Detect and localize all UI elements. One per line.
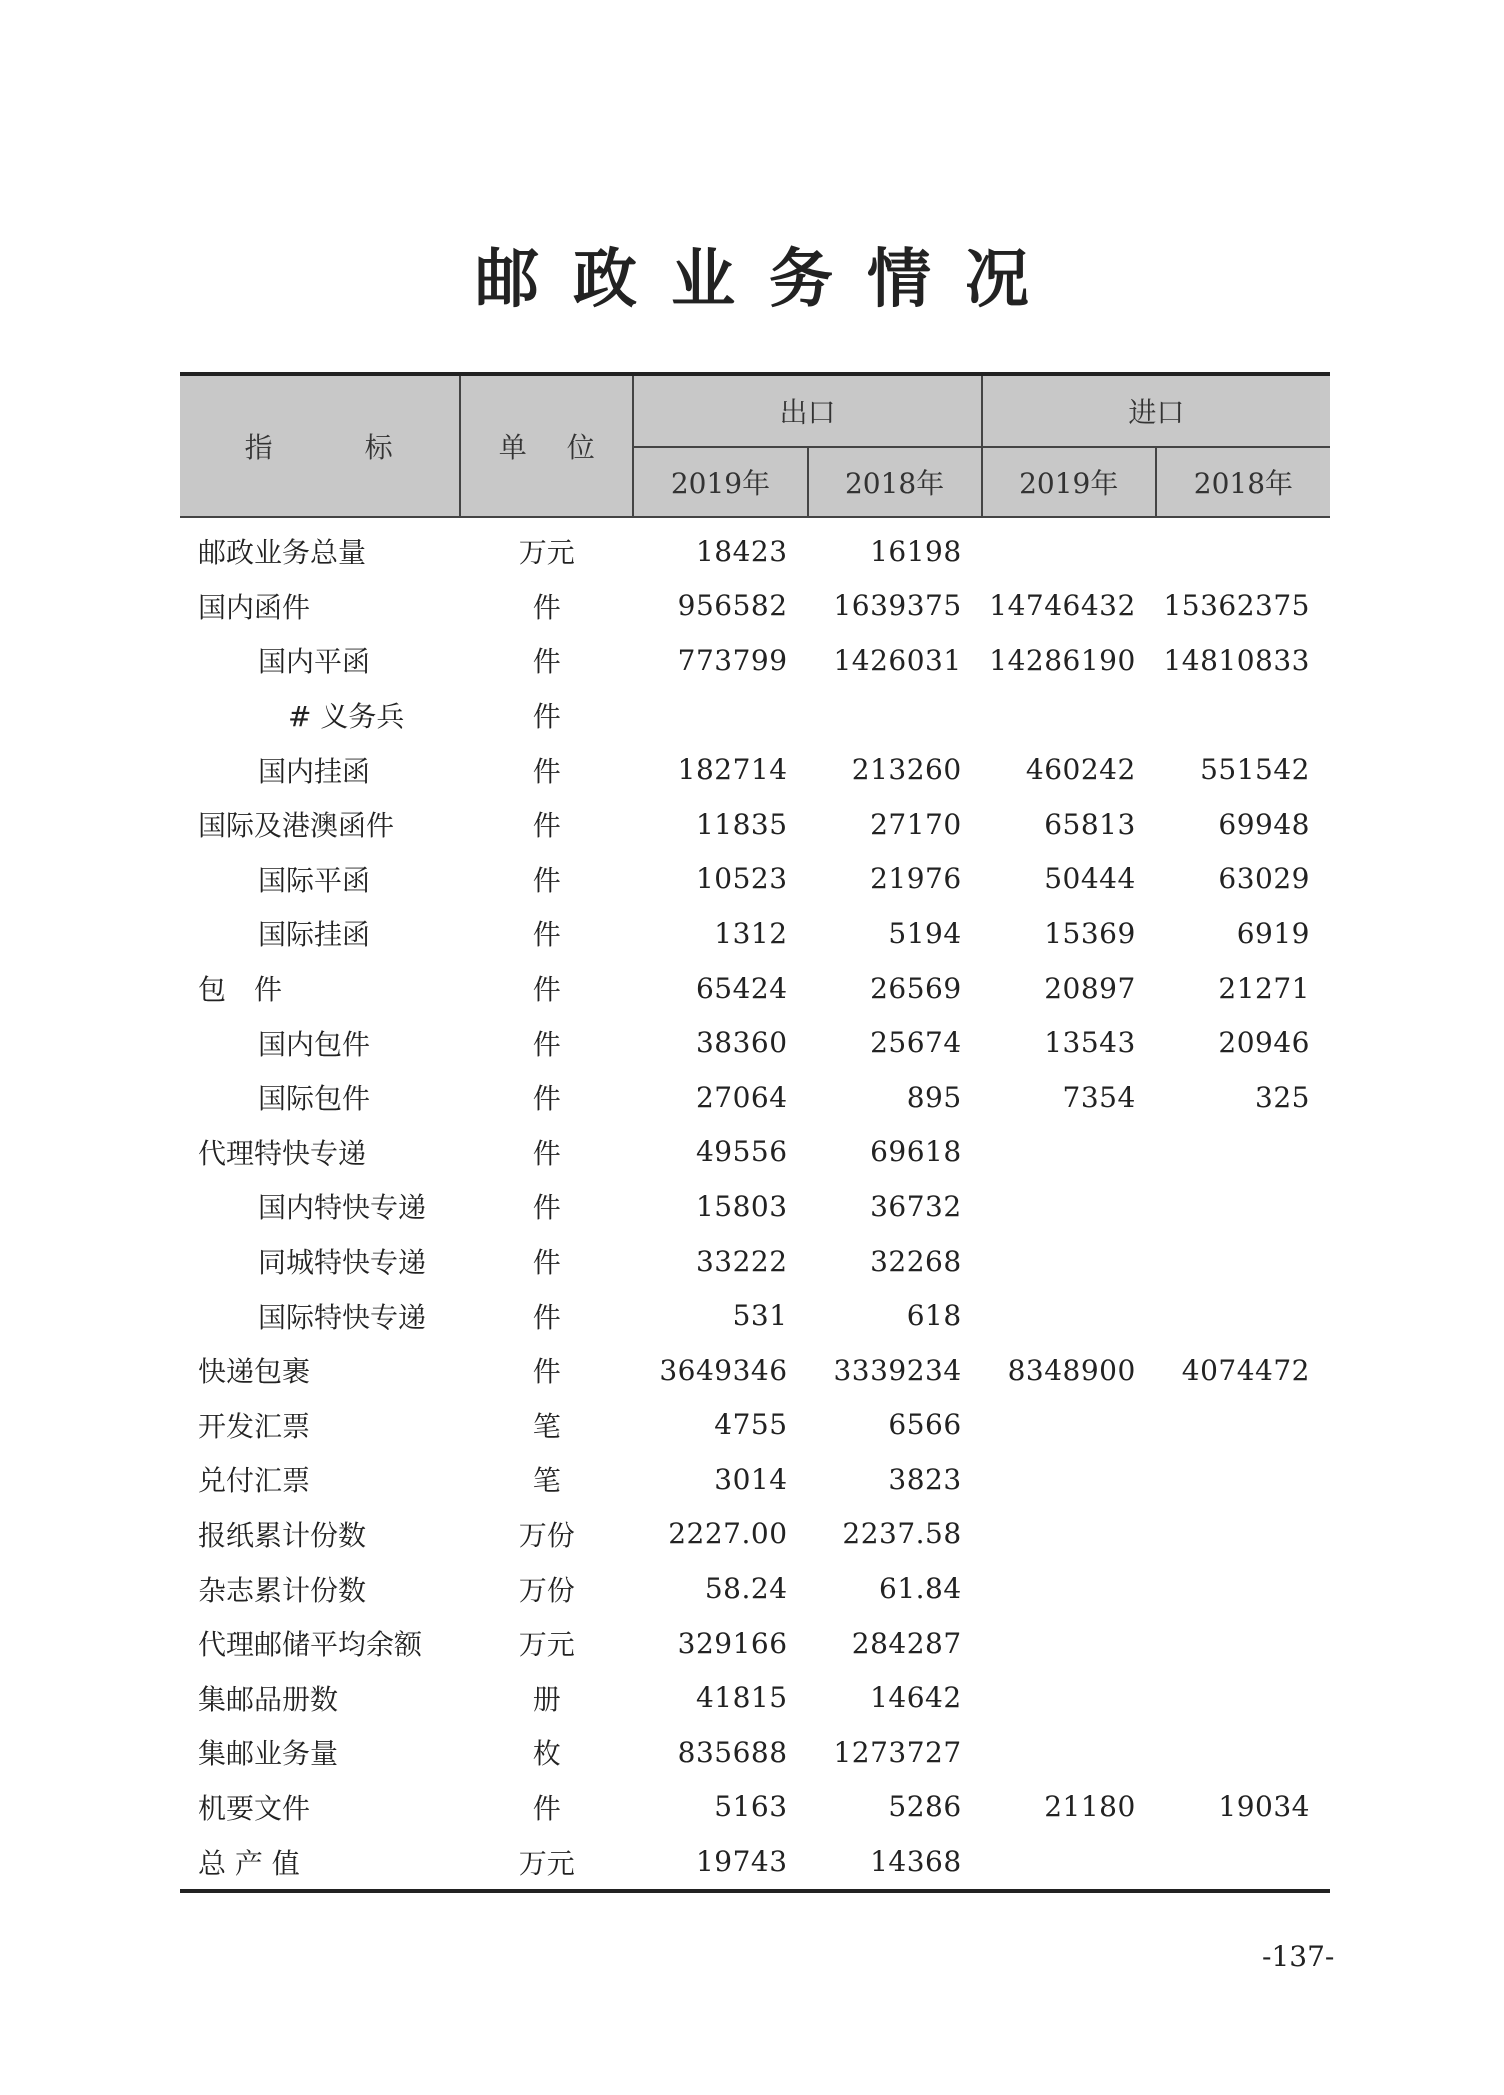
header-export-2019: 2019年: [633, 447, 807, 517]
row-name: 快递包裹: [198, 1355, 311, 1389]
table-row: [180, 1125, 1330, 1180]
export-2019: 41815: [695, 1681, 788, 1715]
table-row: [180, 1561, 1330, 1616]
row-unit: 件: [532, 1027, 561, 1061]
row-name: 同城特快专递: [258, 1246, 427, 1280]
table-row: [180, 1234, 1330, 1289]
row-name: 兑付汇票: [198, 1464, 311, 1498]
row-unit: 件: [532, 645, 561, 679]
header-import-2019: 2019年: [982, 447, 1156, 517]
table-row: [180, 1452, 1330, 1507]
row-name: 代理邮储平均余额: [198, 1628, 423, 1662]
table-row: [180, 633, 1330, 688]
export-2018: 14368: [870, 1845, 962, 1879]
import-2019: [982, 517, 1156, 579]
row-name: 代理特快专递: [198, 1136, 367, 1170]
table-row: [180, 1343, 1330, 1398]
row-unit: 笔: [532, 1409, 561, 1443]
export-2019: 773799: [677, 643, 788, 677]
import-2018: 21271: [1218, 971, 1310, 1005]
import-2019: [982, 688, 1156, 743]
import-2019: [982, 1670, 1156, 1725]
postal-business-table: [180, 372, 1330, 1893]
import-2019: 460242: [1025, 753, 1136, 787]
import-2018: 325: [1255, 1080, 1310, 1114]
row-name: 国内平函: [258, 645, 371, 679]
row-name: 国内特快专递: [258, 1191, 427, 1225]
table-row: [180, 797, 1330, 852]
page-title: 邮政业务情况: [475, 242, 1063, 317]
import-2019: 20897: [1044, 971, 1136, 1005]
row-name: 邮政业务总量: [198, 536, 367, 570]
table-row: [180, 517, 1330, 579]
row-unit: 万份: [518, 1518, 575, 1552]
row-name: 包 件: [198, 973, 283, 1007]
row-unit: 件: [532, 700, 561, 734]
row-unit: 笔: [532, 1464, 561, 1498]
row-name: 国际平函: [258, 863, 371, 897]
export-2019: 329166: [677, 1626, 788, 1660]
row-unit: 件: [532, 1355, 561, 1389]
table-row: [180, 688, 1330, 743]
export-2019: 531: [732, 1299, 788, 1333]
export-2019: 956582: [677, 589, 788, 623]
row-name: # 义务兵: [288, 700, 405, 734]
export-2019: 2227.00: [668, 1517, 788, 1551]
import-2018: [1156, 1398, 1330, 1453]
import-2019: 50444: [1044, 862, 1136, 896]
export-2018: 32268: [870, 1244, 962, 1278]
import-2018: [1156, 1288, 1330, 1343]
row-name: 国内函件: [198, 590, 311, 624]
row-unit: 件: [532, 1082, 561, 1116]
export-2019: 3014: [714, 1462, 788, 1496]
import-2019: [982, 1725, 1156, 1780]
row-unit: 万份: [518, 1573, 575, 1607]
import-2019: 13543: [1044, 1026, 1136, 1060]
export-2019: 38360: [695, 1026, 788, 1060]
table-row: [180, 1398, 1330, 1453]
row-unit: 件: [532, 809, 561, 843]
import-2018: [1156, 1725, 1330, 1780]
import-2018: [1156, 688, 1330, 743]
header-unit: 单 位: [460, 374, 633, 517]
table-row: [180, 1507, 1330, 1562]
import-2018: 19034: [1218, 1790, 1310, 1824]
table-row: [180, 1670, 1330, 1725]
export-2019: 5163: [714, 1790, 788, 1824]
export-2018: 3339234: [833, 1353, 962, 1387]
export-2018: 36732: [870, 1189, 962, 1223]
import-2018: [1156, 1507, 1330, 1562]
row-unit: 枚: [532, 1737, 561, 1771]
import-2019: [982, 1179, 1156, 1234]
export-2019: 58.24: [704, 1572, 788, 1606]
export-2019: 65424: [695, 971, 788, 1005]
export-2018: 618: [906, 1299, 962, 1333]
export-2018: 1273727: [833, 1735, 962, 1769]
row-unit: 件: [532, 1191, 561, 1225]
header-export: 出口: [633, 374, 981, 447]
import-2018: [1156, 1234, 1330, 1289]
row-unit: 万元: [518, 1846, 575, 1880]
import-2018: 69948: [1218, 807, 1310, 841]
export-2018: 27170: [870, 807, 962, 841]
row-unit: 册: [532, 1682, 561, 1716]
header-indicator: 指 标: [180, 374, 460, 517]
row-name: 国际及港澳函件: [198, 809, 395, 843]
import-2018: [1156, 1179, 1330, 1234]
row-name: 国际挂函: [258, 918, 371, 952]
export-2019: 11835: [695, 807, 788, 841]
export-2018: 16198: [870, 534, 962, 568]
import-2019: [982, 1561, 1156, 1616]
row-name: 报纸累计份数: [198, 1518, 367, 1552]
export-2018: 3823: [888, 1462, 962, 1496]
header-export-2018: 2018年: [808, 447, 982, 517]
export-2019: 4755: [714, 1408, 788, 1442]
table-row: [180, 961, 1330, 1016]
export-2019: 10523: [695, 862, 788, 896]
table-row: [180, 1288, 1330, 1343]
import-2019: 14746432: [989, 589, 1136, 623]
import-2019: 65813: [1044, 807, 1136, 841]
row-name: 机要文件: [198, 1791, 311, 1825]
export-2019: [633, 688, 807, 743]
import-2019: [982, 1234, 1156, 1289]
row-name: 国内包件: [258, 1027, 371, 1061]
import-2019: 15369: [1044, 916, 1136, 950]
import-2018: 14810833: [1163, 643, 1310, 677]
table-row: [180, 1070, 1330, 1125]
header-import-2018: 2018年: [1156, 447, 1330, 517]
export-2018: 284287: [851, 1626, 962, 1660]
export-2018: [808, 688, 982, 743]
import-2018: [1156, 517, 1330, 579]
import-2018: [1156, 1561, 1330, 1616]
row-unit: 件: [532, 1300, 561, 1334]
export-2019: 15803: [695, 1189, 788, 1223]
header-import: 进口: [982, 374, 1330, 447]
row-name: 集邮业务量: [198, 1737, 339, 1771]
export-2018: 5194: [888, 916, 962, 950]
table-row: [180, 1015, 1330, 1070]
table-row: [180, 1725, 1330, 1780]
row-unit: 件: [532, 918, 561, 952]
export-2018: 21976: [870, 862, 962, 896]
export-2018: 14642: [870, 1681, 962, 1715]
import-2019: [982, 1125, 1156, 1180]
import-2018: [1156, 1452, 1330, 1507]
import-2018: [1156, 1670, 1330, 1725]
export-2018: 6566: [888, 1408, 962, 1442]
row-unit: 件: [532, 1136, 561, 1170]
export-2018: 26569: [870, 971, 962, 1005]
table-row: [180, 1780, 1330, 1835]
export-2018: 25674: [870, 1026, 962, 1060]
import-2019: [982, 1616, 1156, 1671]
row-unit: 件: [532, 1246, 561, 1280]
table-header: [180, 374, 1330, 517]
export-2019: 49556: [695, 1135, 788, 1169]
row-name: 国内挂函: [258, 754, 371, 788]
table-body: [180, 517, 1330, 1891]
import-2018: 6919: [1236, 916, 1310, 950]
row-name: 杂志累计份数: [198, 1573, 367, 1607]
table-row: [180, 1834, 1330, 1891]
row-unit: 件: [532, 1791, 561, 1825]
import-2018: [1156, 1616, 1330, 1671]
import-2018: [1156, 1125, 1330, 1180]
import-2018: 20946: [1218, 1026, 1310, 1060]
export-2018: 2237.58: [842, 1517, 962, 1551]
table-row: [180, 852, 1330, 907]
import-2019: [982, 1834, 1156, 1891]
export-2018: 1639375: [833, 589, 962, 623]
table-row: [180, 742, 1330, 797]
table-row: [180, 906, 1330, 961]
table-row: [180, 1616, 1330, 1671]
table-row: [180, 579, 1330, 634]
row-name: 总 产 值: [198, 1846, 300, 1880]
export-2018: 895: [906, 1080, 962, 1114]
row-unit: 件: [532, 590, 561, 624]
import-2018: [1156, 1834, 1330, 1891]
export-2019: 27064: [695, 1080, 788, 1114]
import-2018: 15362375: [1163, 589, 1310, 623]
row-unit: 万元: [518, 536, 575, 570]
row-unit: 件: [532, 754, 561, 788]
export-2019: 1312: [714, 916, 788, 950]
export-2019: 3649346: [659, 1353, 788, 1387]
row-unit: 万元: [518, 1628, 575, 1662]
row-unit: 件: [532, 863, 561, 897]
import-2018: 4074472: [1181, 1353, 1310, 1387]
export-2019: 18423: [695, 534, 788, 568]
export-2019: 19743: [695, 1845, 788, 1879]
import-2019: [982, 1452, 1156, 1507]
page-number: -137-: [1262, 1940, 1335, 1973]
export-2019: 182714: [677, 753, 788, 787]
row-name: 国际特快专递: [258, 1300, 427, 1334]
import-2019: 14286190: [989, 643, 1136, 677]
export-2019: 835688: [677, 1735, 788, 1769]
export-2018: 1426031: [833, 643, 962, 677]
row-name: 集邮品册数: [198, 1682, 339, 1716]
export-2018: 69618: [870, 1135, 962, 1169]
import-2018: 551542: [1200, 753, 1310, 787]
export-2018: 213260: [851, 753, 962, 787]
export-2019: 33222: [695, 1244, 788, 1278]
import-2019: [982, 1398, 1156, 1453]
import-2019: [982, 1288, 1156, 1343]
import-2019: 7354: [1062, 1080, 1136, 1114]
export-2018: 5286: [888, 1790, 962, 1824]
import-2019: [982, 1507, 1156, 1562]
row-name: 开发汇票: [198, 1409, 311, 1443]
import-2018: 63029: [1218, 862, 1310, 896]
row-name: 国际包件: [258, 1082, 371, 1116]
table-row: [180, 1179, 1330, 1234]
export-2018: 61.84: [879, 1572, 962, 1606]
row-unit: 件: [532, 973, 561, 1007]
import-2019: 8348900: [1007, 1353, 1136, 1387]
import-2019: 21180: [1044, 1790, 1136, 1824]
